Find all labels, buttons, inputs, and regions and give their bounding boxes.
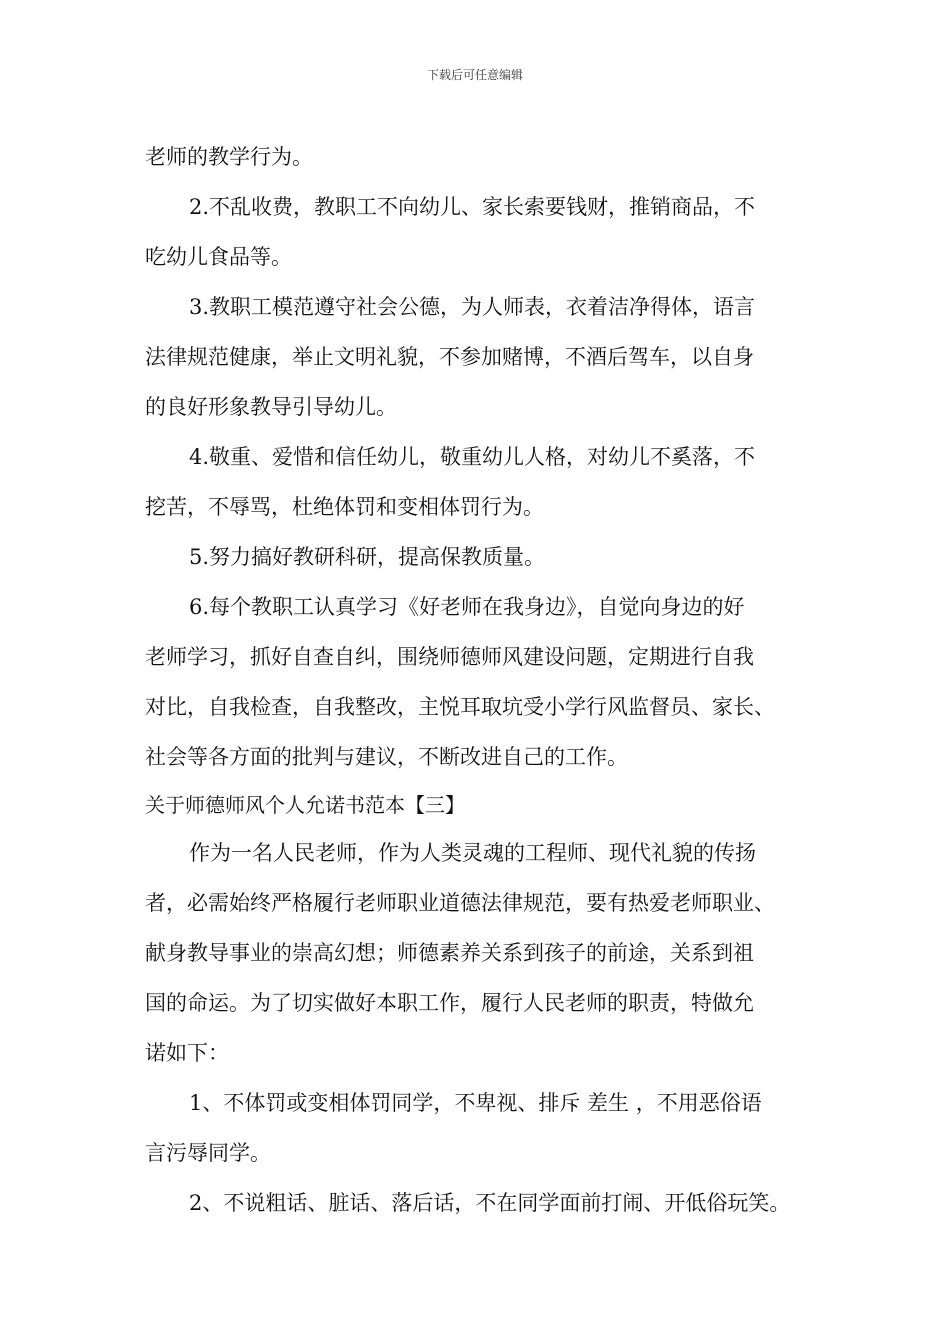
- paragraph-line: 3.教职工模范遵守社会公德，为人师表，衣着洁净得体，语言: [189, 295, 756, 319]
- paragraph-line: 言污辱同学。: [145, 1141, 271, 1165]
- section-heading: 关于师德师风个人允诺书范本【三】: [145, 793, 465, 817]
- paragraph-line: 者，必需始终严格履行老师职业道德法律规范，要有热爱老师职业、: [145, 891, 775, 915]
- paragraph-line: 作为一名人民老师，作为人类灵魂的工程师、现代礼貌的传扬: [189, 841, 756, 865]
- paragraph-line: 吃幼儿食品等。: [145, 245, 292, 269]
- paragraph-line: 的良好形象教导引导幼儿。: [145, 395, 397, 419]
- document-body: [145, 132, 825, 1228]
- paragraph-line: 4.敬重、爱惜和信任幼儿，敬重幼儿人格，对幼儿不奚落，不: [189, 445, 756, 469]
- paragraph-line: 挖苦，不辱骂，杜绝体罚和变相体罚行为。: [145, 495, 544, 519]
- paragraph-line: 献身教导事业的崇高幻想；师德素养关系到孩子的前途，关系到祖: [145, 941, 754, 965]
- paragraph-line: 社会等各方面的批判与建议，不断改进自己的工作。: [145, 745, 628, 769]
- paragraph-line: 老师的教学行为。: [145, 145, 313, 169]
- paragraph-line: 对比，自我检查，自我整改，主悦耳取坑受小学行风监督员、家长、: [145, 695, 775, 719]
- paragraph-line: 2.不乱收费，教职工不向幼儿、家长索要钱财，推销商品，不: [189, 195, 756, 219]
- paragraph-line: 诺如下：: [145, 1041, 229, 1065]
- page-header-note: 下载后可任意编辑: [426, 68, 523, 82]
- paragraph-line: 法律规范健康，举止文明礼貌，不参加赌博，不酒后驾车，以自身: [145, 345, 754, 369]
- paragraph-line: 老师学习，抓好自查自纠，围绕师德师风建设问题，定期进行自我: [145, 645, 754, 669]
- paragraph-line: 2、不说粗话、脏话、落后话，不在同学面前打闹、开低俗玩笑。: [189, 1191, 791, 1215]
- paragraph-line: 国的命运。为了切实做好本职工作，履行人民老师的职责，特做允: [145, 991, 754, 1015]
- paragraph-line: 1、不体罚或变相体罚同学，不卑视、排斥 差生 ，不用恶俗语: [189, 1091, 762, 1115]
- paragraph-line: 5.努力搞好教研科研，提高保教质量。: [189, 545, 546, 569]
- paragraph-line: 6.每个教职工认真学习《好老师在我身边》，自觉向身边的好: [189, 595, 745, 619]
